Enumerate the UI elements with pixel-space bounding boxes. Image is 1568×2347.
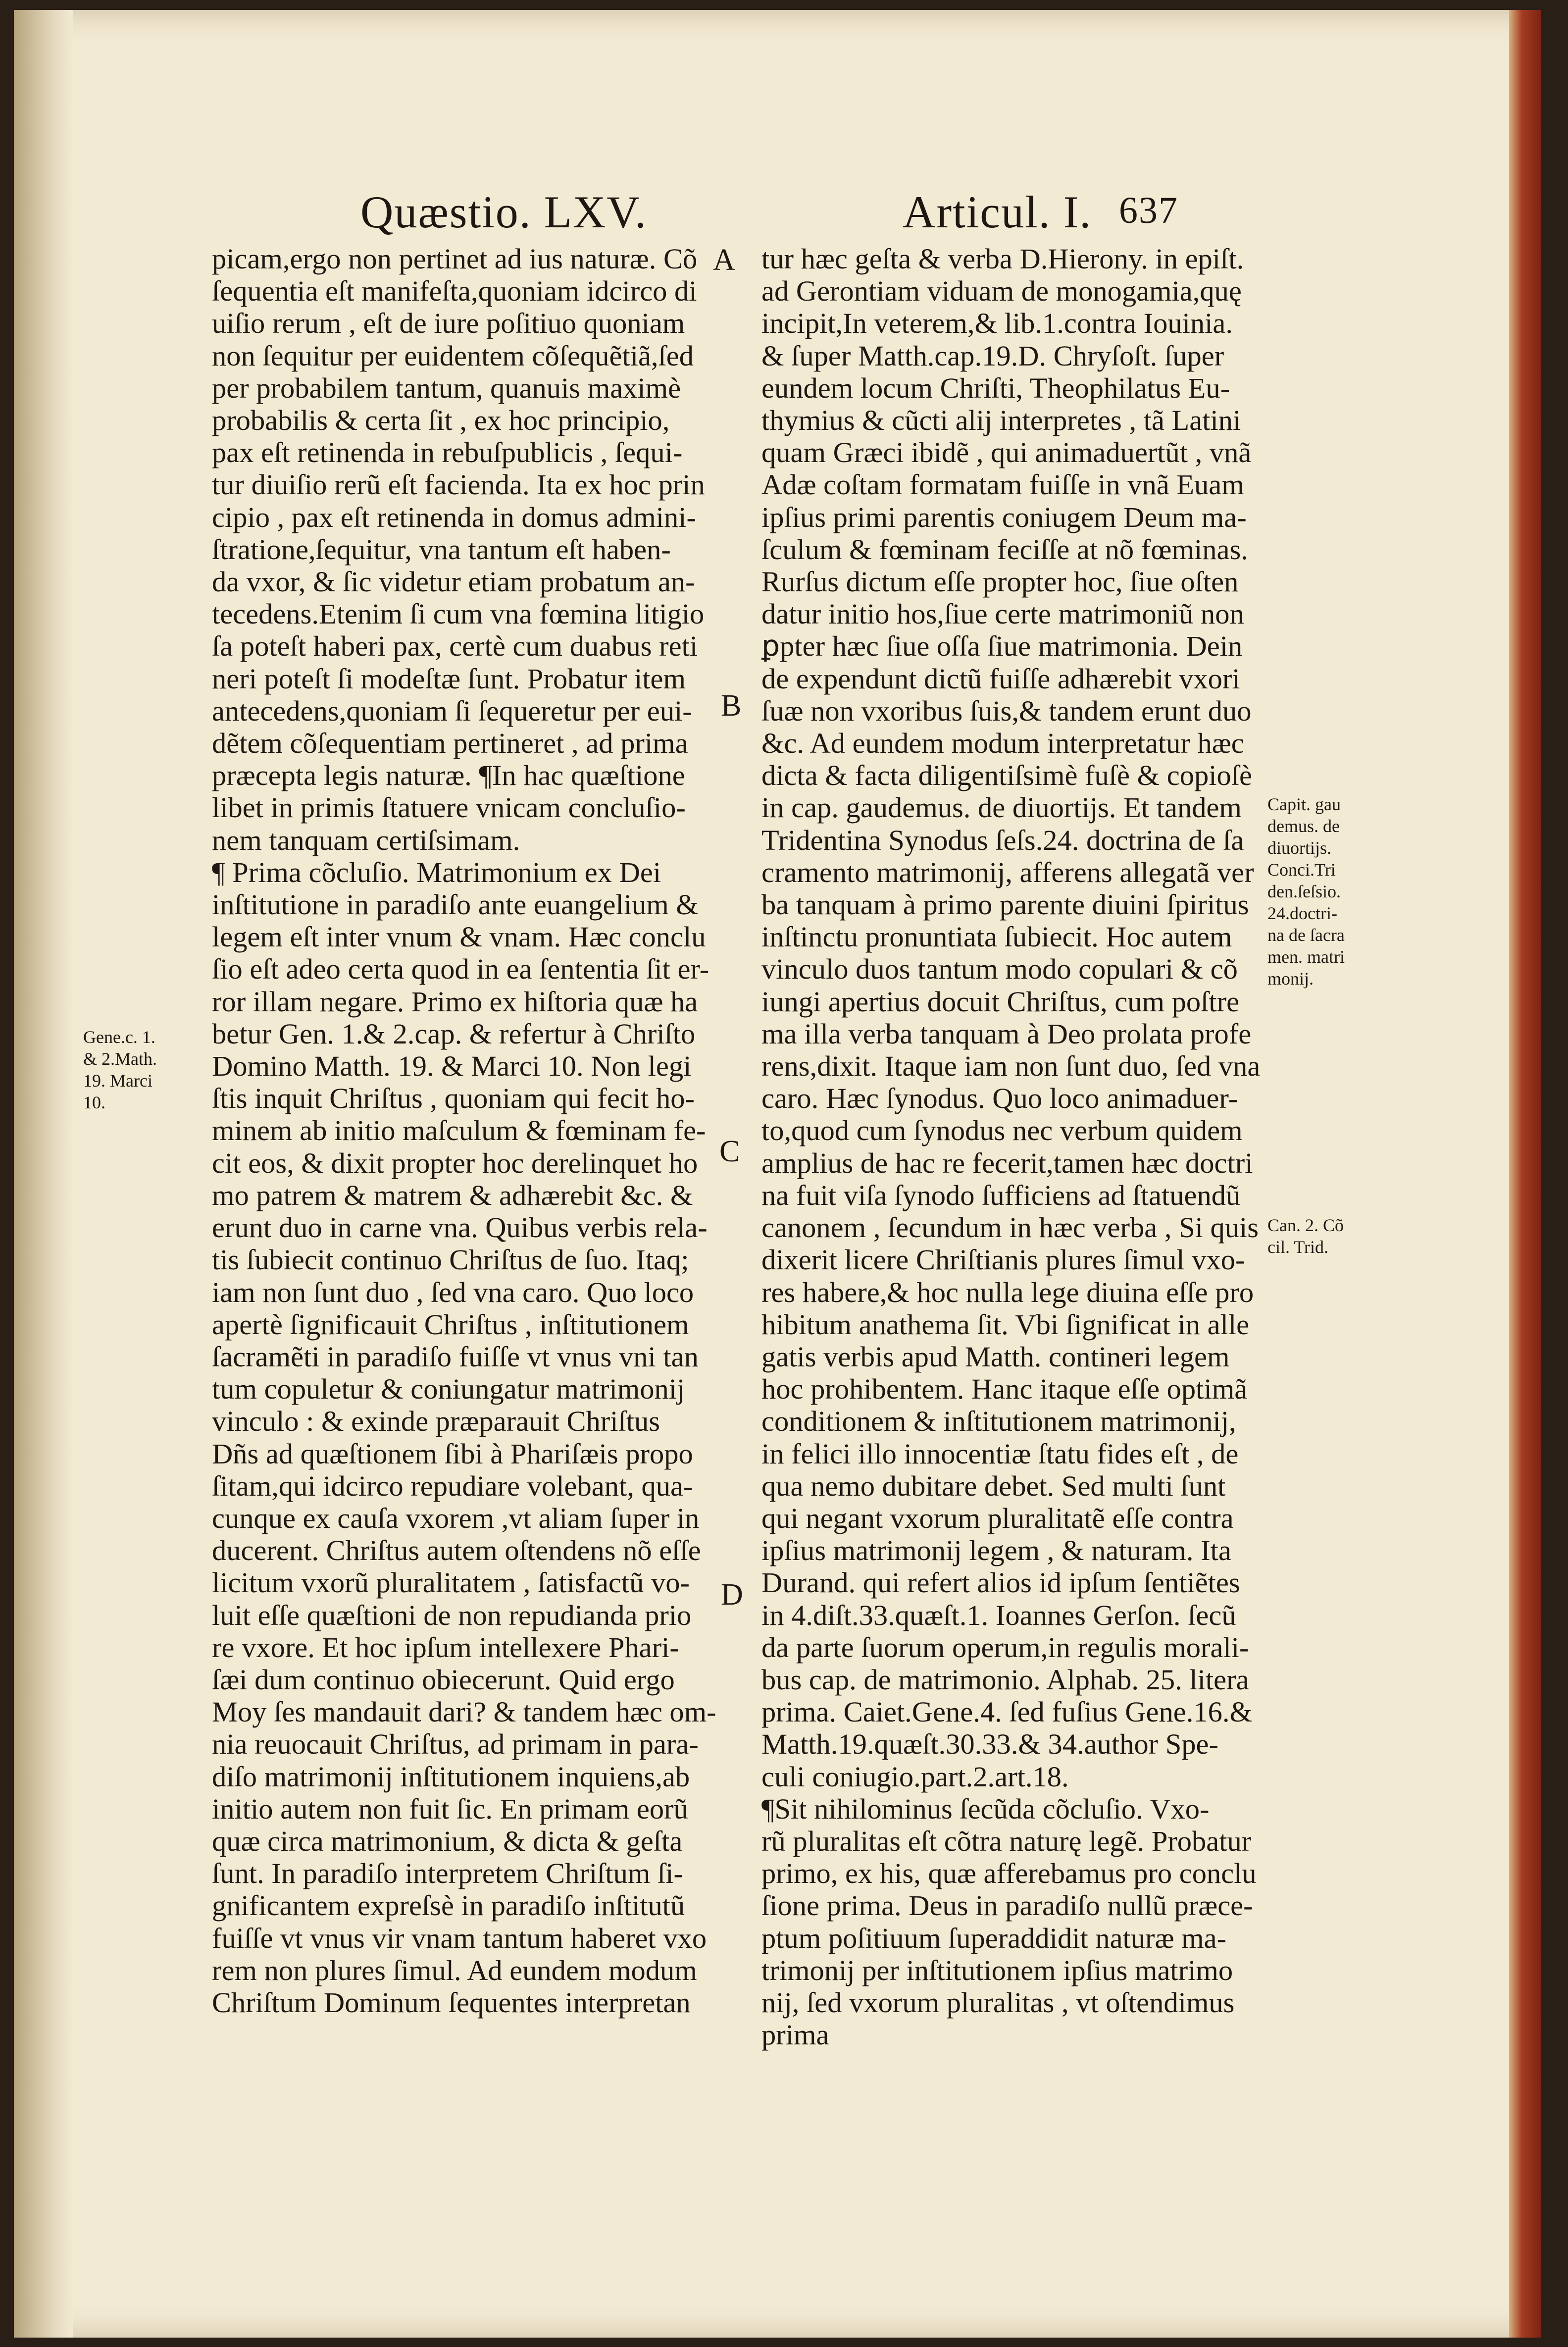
text-line: minem ab initio maſculum & fœminam fe- (212, 1114, 706, 1147)
text-line: Durand. qui refert alios id ipſum ſentiẽtes (761, 1566, 1240, 1599)
text-line: nij, ſed vxorum pluralitas , vt oſtendimus (761, 1986, 1235, 2019)
text-line: da parte ſuorum operum,in regulis morali- (761, 1631, 1249, 1664)
text-line: ſunt. In paradiſo interpretem Chriſtum ſi- (212, 1857, 684, 1890)
margin-note-can (1267, 1214, 1344, 1258)
text-line: cramento matrimonij, afferens allegatã ver (761, 856, 1254, 888)
text-line: incipit,In veterem,& lib.1.contra Iouinia. (761, 307, 1233, 340)
text-line: ipſius matrimonij legem , & naturam. Ita (761, 1534, 1231, 1567)
margin-note-line: men. matri (1267, 947, 1345, 967)
red-page-edge (1509, 10, 1541, 2338)
text-line: gatis verbis apud Matth. contineri legem (761, 1340, 1230, 1373)
margin-note-line: monij. (1267, 969, 1314, 989)
text-line: apertè ſignificauit Chriſtus , inſtitutionem (212, 1308, 689, 1341)
text-line: ſtratione,ſequitur, vna tantum eſt haben- (212, 533, 671, 566)
text-line: Chriſtum Dominum ſequentes interpretan (212, 1986, 691, 2019)
text-line: vinculo duos tantum modo copulari & cõ (761, 953, 1238, 986)
running-header-right: Articul. I. (903, 187, 1092, 237)
text-line: licitum vxorũ pluralitatem , ſatisfactũ vo- (212, 1566, 690, 1599)
margin-note-line: Conci.Tri (1267, 860, 1336, 880)
text-line: Tridentina Synodus ſeſs.24. doctrina de ſa (761, 824, 1244, 856)
text-line: inſtinctu pronuntiata ſubiecit. Hoc autem (761, 921, 1232, 953)
text-line: iam non ſunt duo , ſed vna caro. Quo loco (212, 1276, 694, 1308)
text-line: mo patrem & matrem & adhærebit &c. & (212, 1179, 693, 1211)
margin-note-line: & 2.Math. (83, 1049, 157, 1069)
text-line: non ſequitur per euidentem cõſequẽtiã,ſed (212, 339, 694, 372)
text-line: Dñs ad quæſtionem ſibi à Phariſæis propo (212, 1437, 693, 1470)
text-line: ba tanquam à primo parente diuini ſpiritus (761, 888, 1249, 921)
text-line: ¶ Prima cõcluſio. Matrimonium ex Dei (212, 856, 661, 888)
running-header-left: Quæstio. LXV. (360, 187, 647, 237)
text-line: ſa poteſt haberi pax, certè cum duabus reti (212, 630, 698, 663)
left-text-column (212, 243, 716, 2019)
text-line: præcepta legis naturæ. ¶In hac quæſtione (212, 759, 685, 792)
text-line: uiſio rerum , eſt de iure poſitiuo quoniam (212, 307, 685, 340)
text-line: ſuæ non vxoribus ſuis,& tandem erunt duo (761, 694, 1252, 727)
margin-note-line: 10. (83, 1093, 105, 1112)
text-line: picam,ergo non pertinet ad ius naturæ. Cõ (212, 243, 698, 275)
text-line: in 4.diſt.33.quæſt.1. Ioannes Gerſon. ſecũ (761, 1599, 1236, 1631)
text-line: Rurſus dictum eſſe propter hoc, ſiue oſten (761, 566, 1239, 598)
text-line: prima. Caiet.Gene.4. ſed fuſius Gene.16.& (761, 1696, 1252, 1728)
text-line: canonem , ſecundum in hæc verba , Si quis (761, 1211, 1259, 1244)
text-line: fuiſſe vt vnus vir vnam tantum haberet vxo (212, 1922, 707, 1954)
text-line: ptum poſitiuum ſuperaddidit naturæ ma- (761, 1922, 1227, 1954)
margin-note-line: Can. 2. Cõ (1267, 1215, 1344, 1235)
text-line: to,quod cum ſynodus nec verbum quidem (761, 1114, 1243, 1147)
text-line: hibitum anathema ſit. Vbi ſignificat in alle (761, 1308, 1250, 1341)
margin-note-capit (1267, 793, 1345, 990)
text-line: betur Gen. 1.& 2.cap. & refertur à Chriſto (212, 1017, 696, 1050)
text-line: caro. Hæc ſynodus. Quo loco animaduer- (761, 1082, 1238, 1115)
text-line: tecedens.Etenim ſi cum vna fœmina litigio (212, 598, 705, 630)
text-line: primo, ex his, quæ afferebamus pro conclu (761, 1857, 1257, 1890)
text-line: quæ circa matrimonium, & dicta & geſta (212, 1825, 683, 1857)
text-line: & ſuper Matth.cap.19.D. Chryſoſt. ſuper (761, 339, 1224, 372)
text-line: ipſius primi parentis coniugem Deum ma- (761, 501, 1247, 533)
text-line: tum copuletur & coniungatur matrimonij (212, 1373, 685, 1406)
margin-note-line: Gene.c. 1. (83, 1027, 155, 1047)
margin-note-line: 19. Marci (83, 1071, 152, 1091)
text-line: Moy ſes mandauit dari? & tandem hæc om- (212, 1696, 716, 1728)
text-line: per probabilem tantum, quanuis maximè (212, 371, 681, 404)
text-line: tur diuiſio rerũ eſt facienda. Ita ex hoc prin (212, 469, 705, 501)
text-line: quam Græci ibidẽ , qui animaduertũt , vnã (761, 436, 1252, 469)
text-line: ma illa verba tanquam à Deo prolata profe (761, 1017, 1252, 1050)
text-line: ¶Sit nihilominus ſecũda cõcluſio. Vxo- (761, 1792, 1210, 1825)
text-line: tis ſubiecit continuo Chriſtus de ſuo. Itaq; (212, 1244, 689, 1276)
text-line: trimonij per inſtitutionem ipſius matrimo (761, 1954, 1233, 1986)
text-line: in felici illo innocentiæ ſtatu fides eſt , de (761, 1437, 1239, 1470)
text-line: ſtis inquit Chriſtus , quoniam qui fecit ho- (212, 1082, 695, 1115)
text-line: ducerent. Chriſtus autem oſtendens nõ eſſe (212, 1534, 701, 1567)
text-line: libet in primis ſtatuere vnicam concluſio- (212, 791, 686, 824)
text-line: ſacramẽti in paradiſo fuiſſe vt vnus vni tan (212, 1340, 699, 1373)
text-line: ad Gerontiam viduam de monogamia,quę (761, 275, 1242, 308)
text-line: ſculum & fœminam feciſſe at nõ fœminas. (761, 533, 1248, 566)
text-line: Domino Matth. 19. & Marci 10. Non legi (212, 1050, 692, 1083)
text-line: prima (761, 2019, 829, 2051)
text-line: da vxor, & ſic videtur etiam probatum an- (212, 566, 695, 598)
page-number: 637 (1119, 190, 1178, 231)
text-line: probabilis & certa ſit , ex hoc principio, (212, 404, 670, 437)
text-line: ſione prima. Deus in paradiſo nullũ præce- (761, 1889, 1253, 1922)
text-line: neri poteſt ſi modeſtæ ſunt. Probatur item (212, 662, 686, 695)
text-line: antecedens,quoniam ſi ſequeretur per eui- (212, 694, 692, 727)
text-line: iungi apertius docuit Chriſtus, cum poſtre (761, 985, 1240, 1018)
text-line: luit eſſe quæſtioni de non repudianda prio (212, 1599, 692, 1631)
text-line: dẽtem cõſequentiam pertineret , ad prima (212, 727, 688, 760)
text-line: res habere,& hoc nulla lege diuina eſſe pro (761, 1276, 1254, 1308)
text-line: initio autem non fuit ſic. En primam eorũ (212, 1792, 688, 1825)
text-line: bus cap. de matrimonio. Alphab. 25. litera (761, 1663, 1249, 1696)
text-line: vinculo : & exinde præparauit Chriſtus (212, 1405, 660, 1438)
text-line: cipio , pax eſt retinenda in domus admini- (212, 501, 697, 533)
text-line: cit eos, & dixit propter hoc derelinquet ho (212, 1147, 698, 1179)
text-line: de expendunt dictũ fuiſſe adhærebit vxori (761, 662, 1240, 695)
text-line: ſio eſt adeo certa quod in ea ſententia ſit er- (212, 953, 709, 986)
section-marker-d: D (721, 1578, 743, 1612)
text-line: dicta & facta diligentiſsimè fuſè & copioſè (761, 759, 1252, 792)
right-text-column (761, 243, 1260, 2051)
text-line: &c. Ad eundem modum interpretatur hæc (761, 727, 1244, 760)
text-line: nem tanquam certiſsimam. (212, 824, 520, 856)
text-line: ror illam negare. Primo ex hiſtoria quæ ha (212, 985, 698, 1018)
text-line: ſequentia eſt manifeſta,quoniam idcirco di (212, 275, 697, 308)
book-page (14, 10, 1541, 2338)
text-line: rũ pluralitas eſt cõtra naturę legẽ. Probatur (761, 1825, 1252, 1857)
text-line: hoc prohibentem. Hanc itaque eſſe optimã (761, 1373, 1248, 1406)
text-line: qui negant vxorum pluralitatẽ eſſe contra (761, 1502, 1234, 1534)
text-line: amplius de hac re fecerit,tamen hæc doctri (761, 1147, 1253, 1179)
text-line: conditionem & inſtitutionem matrimonij, (761, 1405, 1236, 1438)
text-line: culi coniugio.part.2.art.18. (761, 1760, 1069, 1793)
text-line: thymius & cũcti alij interpretes , tã Latini (761, 404, 1241, 437)
text-line: inſtitutione in paradiſo ante euangelium & (212, 888, 699, 921)
text-line: pax eſt retinenda in rebuſpublicis , ſequi- (212, 436, 683, 469)
text-line: eundem locum Chriſti, Theophilatus Eu- (761, 371, 1230, 404)
text-line: dixerit licere Chriſtianis plures ſimul vxo- (761, 1244, 1245, 1276)
text-line: na fuit viſa ſynodo ſufficiens ad ſtatuendũ (761, 1179, 1241, 1211)
margin-note-line: na de ſacra (1267, 925, 1345, 945)
text-line: erunt duo in carne vna. Quibus verbis rela- (212, 1211, 708, 1244)
margin-note-line: Capit. gau (1267, 794, 1341, 814)
section-marker-c: C (719, 1135, 740, 1168)
margin-note-line: cil. Trid. (1267, 1237, 1329, 1257)
text-line: rens,dixit. Itaque iam non ſunt duo, ſed vna (761, 1050, 1261, 1083)
text-line: datur initio hos,ſiue certe matrimoniũ non (761, 598, 1244, 630)
section-marker-b: B (721, 689, 742, 723)
text-line: Matth.19.quæſt.30.33.& 34.author Spe- (761, 1728, 1218, 1761)
section-marker-a: A (713, 243, 735, 277)
page-gutter-shadow (14, 10, 73, 2338)
text-line: tur hæc geſta & verba D.Hierony. in epiſt. (761, 243, 1244, 275)
text-line: re vxore. Et hoc ipſum intellexere Phari- (212, 1631, 679, 1664)
text-line: qua nemo dubitare debet. Sed multi ſunt (761, 1469, 1226, 1502)
text-line: nia reuocauit Chriſtus, ad primam in para- (212, 1728, 699, 1761)
text-line: legem eſt inter vnum & vnam. Hæc conclu (212, 921, 706, 953)
text-line: diſo matrimonij inſtitutionem inquiens,ab (212, 1760, 690, 1793)
text-line: cunque ex cauſa vxorem ,vt aliam ſuper in (212, 1502, 700, 1534)
margin-note-gene (83, 1026, 157, 1113)
margin-note-line: demus. de (1267, 816, 1340, 836)
margin-note-line: diuortijs. (1267, 838, 1332, 858)
margin-note-line: den.ſeſsio. (1267, 882, 1341, 901)
text-line: gnificantem expreſsè in paradiſo inſtitutũ (212, 1889, 685, 1922)
text-line: ꝑpter hæc ſiue oſſa ſiue matrimonia. Dein (761, 630, 1243, 663)
text-line: ſæi dum continuo obiecerunt. Quid ergo (212, 1663, 675, 1696)
text-line: Adæ coſtam formatam fuiſſe in vnã Euam (761, 469, 1244, 501)
text-line: rem non plures ſimul. Ad eundem modum (212, 1954, 697, 1986)
text-line: ſitam,qui idcirco repudiare volebant, qua- (212, 1469, 693, 1502)
text-line: in cap. gaudemus. de diuortijs. Et tandem (761, 791, 1242, 824)
margin-note-line: 24.doctri- (1267, 903, 1337, 923)
